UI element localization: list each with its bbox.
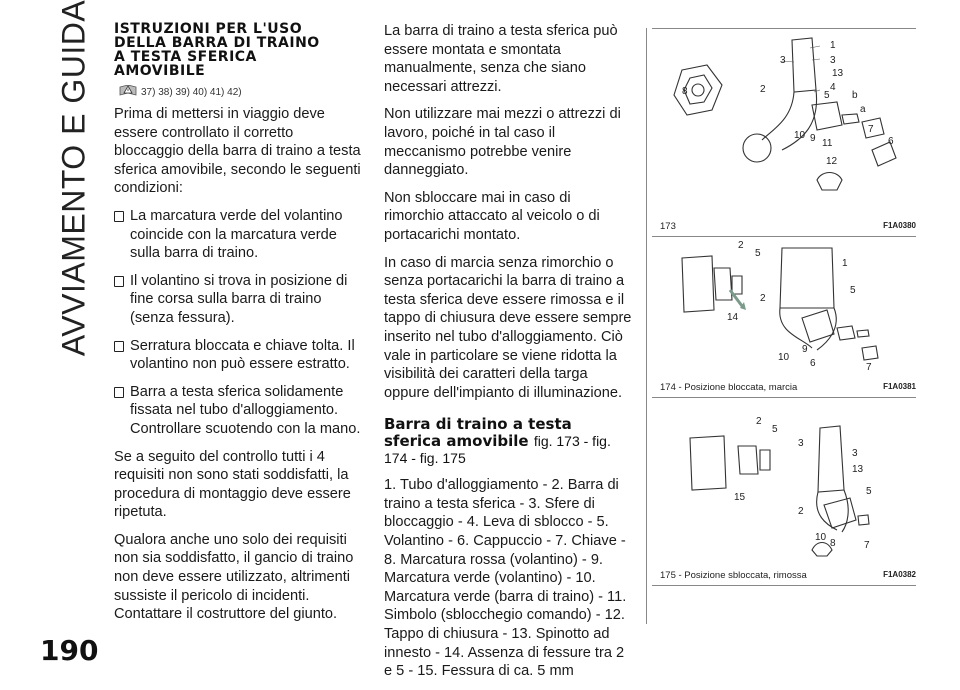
fig173-label: 7 xyxy=(868,124,874,135)
section-heading xyxy=(384,416,634,467)
side-title-text: AVVIAMENTO E GUIDA xyxy=(55,0,92,357)
section-figure-ref: fig. 173 - fig. 174 - fig. 175 xyxy=(384,433,611,467)
fig173-label: 9 xyxy=(810,133,816,144)
list-item xyxy=(114,337,362,374)
fig174-label: 7 xyxy=(866,362,872,373)
figure-175 xyxy=(652,400,916,568)
fig173-label: 4 xyxy=(830,82,836,93)
figure-rule xyxy=(652,236,916,237)
column-middle xyxy=(384,22,634,690)
checkbox-square-icon xyxy=(114,276,124,287)
warning-refs xyxy=(119,85,362,99)
fig173-label: 1 xyxy=(830,40,836,51)
figure-code: F1A0380 xyxy=(883,221,916,230)
fig175-label: 3 xyxy=(798,438,804,449)
fig175-label: 15 xyxy=(734,492,746,503)
section-heading-line-1: Barra di traino a testa xyxy=(384,415,572,434)
fig174-label: 5 xyxy=(850,285,856,296)
fig173-label: 10 xyxy=(794,130,806,141)
component-legend: 1. Tubo d'alloggiamento - 2. Barra di traino a testa sferica - 3. Sfere di bloccaggio - 4. Leva di sblocco - 5. Volantino - 6. Cappuccio - 7. Chiave - 8. Marcatura rossa (volantino) - 9. Marcatura verde (volantino) - 10. Marcatura verde (barra di traino) - 11. Simbolo (sblocchegio comando) - 12. Tappo di chiusura - 13. Spinotto ad innesto - 14. Assenza di fessure tra 2 e 5 - 15. Fessura di ca. 5 mm xyxy=(384,477,627,680)
figure-top-rule xyxy=(652,28,916,29)
list-item xyxy=(114,272,362,328)
fig173-label: b xyxy=(852,90,858,101)
fig175-label: 5 xyxy=(772,424,778,435)
checkbox-square-icon xyxy=(114,211,124,222)
bullet-text: La marcatura verde del volantino coincide con la marcatura verde sulla barra di traino. xyxy=(130,207,343,262)
bullet-text: Il volantino si trova in posizione di fine corsa sulla barra di traino (senza fessura). xyxy=(130,272,348,326)
fig175-label: 7 xyxy=(864,540,870,551)
figure-174-caption xyxy=(660,382,916,393)
figure-rule xyxy=(652,397,916,398)
figure-174 xyxy=(652,238,916,378)
fig173-label: 5 xyxy=(824,90,830,101)
section-side-title xyxy=(44,0,104,357)
instructions-heading xyxy=(114,22,362,78)
fig175-label: 3 xyxy=(852,448,858,459)
removal-paragraph: In caso di marcia senza rimorchio o senza portacarichi la barra di traino a testa sferica deve essere rimossa e il tappo di chiusura deve essere sempre inserito nel tubo d'alloggiamento. Ciò vale in particolare se viene ridotta la visibilità dei caratteri della targa oppure dell'impianto di illuminazione. xyxy=(384,254,632,401)
fig174-label: 5 xyxy=(755,248,761,259)
figure-174-drawing xyxy=(652,238,916,378)
column-divider xyxy=(646,28,647,624)
fig174-label: 6 xyxy=(810,358,816,369)
page-number: 190 xyxy=(40,634,99,667)
bullet-text: Barra a testa sferica solidamente fissata nel tubo d'alloggiamento. Controllare scuotendo con la mano. xyxy=(130,383,361,437)
figure-173-drawing xyxy=(652,30,916,205)
checkbox-square-icon xyxy=(114,341,124,352)
unlock-paragraph: Non sbloccare mai in caso di rimorchio attaccato al veicolo o di portacarichi montato. xyxy=(384,189,600,243)
figure-rule xyxy=(652,585,916,586)
bullet-text: Serratura bloccata e chiave tolta. Il volantino non può essere estratto. xyxy=(130,337,355,373)
warning-book-icon xyxy=(119,85,137,97)
mount-paragraph: La barra di traino a testa sferica può essere montata e smontata manualmente, senza che siano necessari attrezzi. xyxy=(384,23,618,95)
fig173-label: 11 xyxy=(822,138,833,149)
fig173-label: 6 xyxy=(888,136,894,147)
fig174-label: 14 xyxy=(727,312,739,323)
heading-line-4: AMOVIBILE xyxy=(114,63,206,79)
fig174-label: 9 xyxy=(802,344,808,355)
figure-code: F1A0381 xyxy=(883,382,916,391)
list-item xyxy=(114,207,362,263)
column-left xyxy=(114,22,362,633)
fig175-label: 2 xyxy=(756,416,762,427)
section-heading-line-2: sferica amovibile xyxy=(384,432,529,451)
fig173-label: 8 xyxy=(682,86,688,97)
figure-175-drawing xyxy=(652,400,916,568)
fig174-label: 1 xyxy=(842,258,848,269)
intro-paragraph: Prima di mettersi in viaggio deve essere controllato il corretto bloccaggio della barra di traino a testa sferica amovibile, secondo le seguenti condizioni: xyxy=(114,106,361,197)
caption-text: 174 - Posizione bloccata, marcia xyxy=(660,382,798,393)
fig175-label: 10 xyxy=(815,532,827,543)
fig175-label: 5 xyxy=(866,486,872,497)
figure-code: F1A0382 xyxy=(883,570,916,579)
checkbox-square-icon xyxy=(114,387,124,398)
fig173-label: 12 xyxy=(826,156,838,167)
figure-175-caption xyxy=(660,570,916,581)
refs-text: 37) 38) 39) 40) 41) 42) xyxy=(141,87,242,98)
tools-paragraph: Non utilizzare mai mezzi o attrezzi di lavoro, poiché in tal caso il meccanismo potrebbe venire danneggiato. xyxy=(384,106,621,179)
requirements-paragraph: Se a seguito del controllo tutti i 4 requisiti non sono stati soddisfatti, la procedura di montaggio deve essere ripetuta. xyxy=(114,448,351,521)
heading-line-3: A TESTA SFERICA xyxy=(114,49,257,65)
fig175-label: 8 xyxy=(830,538,836,549)
fig173-label: 3 xyxy=(780,55,786,66)
fig175-label: 2 xyxy=(798,506,804,517)
list-item xyxy=(114,383,362,439)
fig175-label: 13 xyxy=(852,464,864,475)
heading-line-2: DELLA BARRA DI TRAINO xyxy=(114,35,320,51)
caption-text: 173 xyxy=(660,221,676,232)
danger-paragraph: Qualora anche uno solo dei requisiti non sia soddisfatto, il gancio di traino non deve essere utilizzato, altrimenti sussiste il pericolo di incidenti. Contattare il costruttore del giunto. xyxy=(114,531,354,623)
fig173-label: 13 xyxy=(832,68,844,79)
heading-line-1: ISTRUZIONI PER L'USO xyxy=(114,21,303,37)
figure-173-caption xyxy=(660,221,916,232)
fig173-label: 2 xyxy=(760,84,766,95)
fig173-label: 3 xyxy=(830,55,836,66)
caption-text: 175 - Posizione sbloccata, rimossa xyxy=(660,570,807,581)
fig174-label: 2 xyxy=(738,240,744,251)
fig174-label: 10 xyxy=(778,352,790,363)
fig173-label: a xyxy=(860,104,866,115)
fig174-label: 2 xyxy=(760,293,766,304)
figure-173 xyxy=(652,30,916,205)
